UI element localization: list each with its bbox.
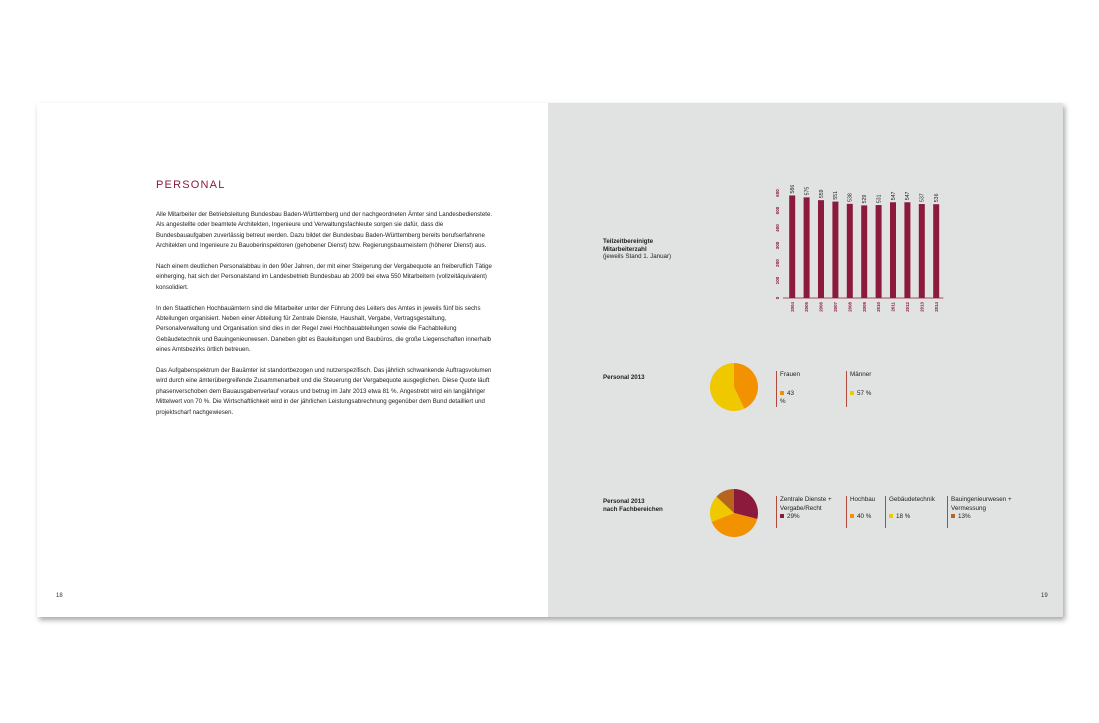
x-tick-label: 2008 [847, 302, 853, 312]
legend-swatch [850, 514, 854, 518]
y-tick-label: 100 [775, 276, 780, 285]
legend-value: 29% [787, 513, 800, 520]
x-tick-label: 2010 [876, 302, 882, 312]
bar-value-label: 551 [833, 190, 840, 200]
legend-swatch [951, 514, 955, 518]
pie1-label [603, 374, 645, 382]
pie2-label [603, 498, 663, 513]
y-tick-label: 200 [775, 259, 780, 267]
book-spread [37, 103, 1063, 617]
y-tick-label: 500 [775, 206, 780, 215]
legend-value: 18 % [896, 513, 911, 520]
bar-value-label: 536 [934, 193, 940, 203]
paragraph: In den Staatlichen Hochbauämtern sind die Mitarbeiter unter der Führung des Leiters des Amtes in jeweils fünf bis sechs Abteilungen organisiert. Neben einer Abteilung für Zentrale Dienste, Haushalt, Vergabe, Vertragsgestaltung, Personalverwaltung und Organisation sind dies in der Regel zwei Hochbauabteilungen sowie die Fachabteilung Gebäudetechnik und Bauingenieurwesen. Daneben gibt es Bauleitungen und Baubüros, die große Liegenschaften innerhalb eines Amtsbezirks örtlich betreuen. [156, 304, 492, 354]
bar-chart-subtitle: (jeweils Stand 1. Januar) [603, 253, 672, 260]
bar [804, 197, 810, 298]
legend-value: 40 % [857, 513, 872, 520]
legend-item-bauingenieurwesen [947, 496, 1031, 528]
bar-chart-title: Teilzeitbereinigte Mitarbeiterzahl [603, 238, 654, 253]
bar [832, 202, 838, 298]
right-page [548, 103, 1063, 617]
pie1-title: Personal 2013 [603, 374, 645, 381]
paragraph: Das Aufgabenspektrum der Bauämter ist standortbezogen und nutzerspezifisch. Das jährlich schwankende Auftragsvolumen wird durch eine ämterübergreifende Zusammenarbeit und die Steuerung der Vergabequote ausgeglichen. Diese Quote läuft phasenverschoben dem Bauausgabenverlauf voraus und betrug im Jahr 2013 etwa 81 %. Angestrebt wird ein langjähriger Mittelwert von 70 %. Die Wirtschaftlichkeit wird in der jährlichen Leistungsabrechnung gegenüber dem Bund detailliert und projektscharf nachgewiesen. [156, 367, 492, 416]
bar-chart [775, 185, 943, 312]
legend-swatch [780, 391, 784, 395]
legend-item-hochbau [846, 496, 875, 528]
x-tick-label: 2014 [933, 302, 939, 312]
bar [904, 202, 910, 298]
pie2-title-line2: nach Fachbereichen [603, 505, 663, 513]
legend-label: Zentrale Dienste + Vergabe/Recht [780, 496, 832, 512]
legend-label: Hochbau [850, 496, 876, 503]
body-text [156, 210, 494, 428]
bar [861, 205, 867, 298]
charts-canvas [548, 103, 1063, 617]
paragraph: Alle Mitarbeiter der Betriebsleitung Bundesbau Baden-Württemberg und der nachgeordneten Ämter sind Landesbedienstete. Als angestellte oder beamtete Architekten, Ingenieure und Verwaltungsfachleute sorgen sie dafür, dass die Bundesbauaufgaben zuverlässig betreut werden. Dazu bildet der Bundesbau Baden-Württemberg bereits berufserfahrene Architekten und Ingenieure zu Bauoberinspektoren (gehobener Dienst) bzw. Regierungsbaumeistern (höherer Dienst) aus. [156, 211, 493, 250]
legend-item-gebaeudetechnik [885, 496, 935, 528]
x-tick-label: 2009 [861, 302, 867, 312]
legend-swatch [780, 514, 784, 518]
bar [933, 204, 939, 298]
bar [876, 205, 882, 298]
bar-value-label: 529 [862, 194, 868, 204]
legend-item-zentrale-dienste [776, 496, 844, 528]
x-tick-label: 2007 [833, 302, 838, 312]
paragraph: Nach einem deutlichen Personalabbau in den 90er Jahren, der mit einer Steigerung der Vergabequote an freiberuflich Tätige einherging, hat sich der Personalstand im Landesbetrieb Bundesbau ab 2009 bei etwa 550 Mitarbeitern (vollzeitäquivalent) konsolidiert. [156, 263, 492, 291]
page-heading: PERSONAL [156, 179, 226, 191]
legend-item-maenner [846, 371, 871, 407]
x-tick-label: 2005 [804, 302, 810, 312]
x-tick-label: 2013 [919, 302, 925, 312]
legend-label: Gebäudetechnik [889, 496, 935, 503]
legend-swatch [889, 514, 893, 518]
pie2-title-line1: Personal 2013 [603, 498, 645, 505]
page-number-right: 19 [1041, 593, 1048, 599]
bar-value-label: 538 [847, 193, 854, 202]
legend-label: Bauingenieurwesen + Vermessung [951, 496, 1012, 512]
pie-chart-departments [710, 489, 758, 537]
x-tick-label: 2004 [789, 302, 795, 312]
legend-item-frauen [776, 371, 800, 407]
bar-value-label: 537 [919, 193, 926, 203]
y-tick-label: 0 [775, 296, 780, 300]
legend-value: 43 % [780, 389, 795, 405]
page-number-left: 18 [56, 593, 63, 599]
bar [890, 202, 896, 298]
left-page [37, 103, 548, 617]
x-tick-label: 2006 [818, 302, 824, 312]
bar-value-label: 547 [905, 191, 912, 201]
legend-value: 13% [958, 513, 971, 520]
bar-value-label: 559 [818, 189, 825, 199]
bar [919, 204, 925, 298]
legend-label: Frauen [780, 371, 800, 378]
y-tick-label: 400 [775, 224, 780, 232]
y-tick-label: 300 [775, 241, 780, 250]
legend-value: 57 % [857, 389, 872, 397]
bar-value-label: 586 [790, 184, 796, 194]
bar [818, 200, 824, 298]
bar-value-label: 575 [804, 186, 811, 196]
y-tick-label: 600 [775, 189, 780, 197]
legend-swatch [850, 391, 854, 395]
x-tick-label: 2011 [890, 302, 896, 312]
bar-value-label: 531 [876, 194, 883, 204]
legend-label: Männer [850, 371, 872, 378]
bar [847, 204, 853, 298]
pie-chart-gender [710, 363, 758, 411]
x-tick-label: 2012 [905, 302, 910, 312]
bar-value-label: 547 [890, 191, 897, 201]
bar [789, 195, 795, 298]
